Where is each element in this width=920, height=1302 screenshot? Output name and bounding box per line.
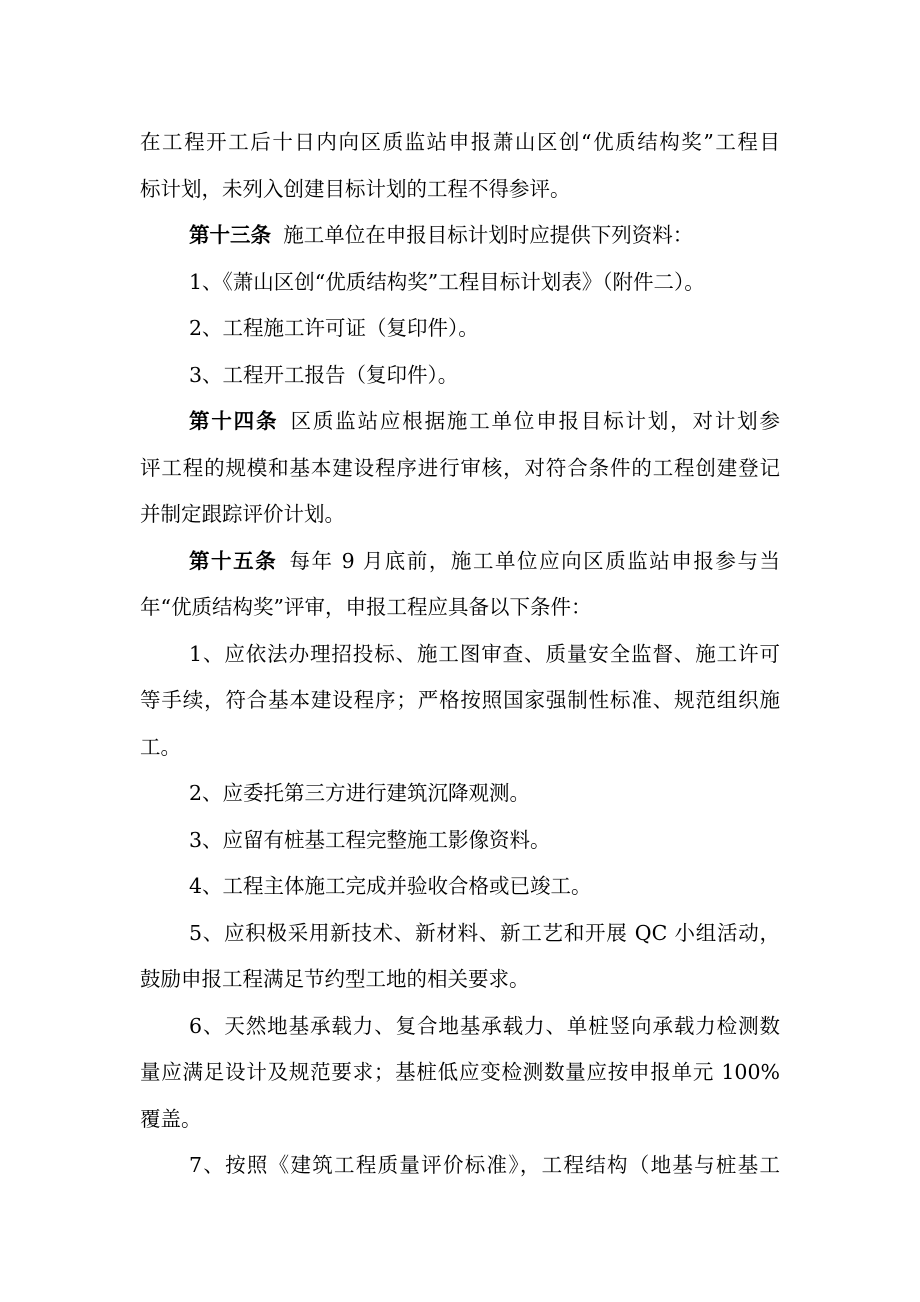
body-line: 评工程的规模和基本建设程序进行审核，对符合条件的工程创建登记	[140, 456, 780, 480]
body-line: 工。	[140, 735, 181, 759]
body-line: 标计划，未列入创建目标计划的工程不得参评。	[140, 177, 571, 201]
article-14-text: 区质监站应根据施工单位申报目标计划，对计划参	[290, 409, 780, 433]
article-15-label: 第十五条	[189, 549, 278, 573]
list-item: 3、工程开工报告（复印件）。	[189, 363, 459, 387]
article-13-line	[189, 220, 780, 250]
body-line: 并制定跟踪评价计划。	[140, 502, 345, 526]
list-item: 3、应留有桩基工程完整施工影像资料。	[189, 828, 551, 852]
list-item: 4、工程主体施工完成并验收合格或已竣工。	[189, 874, 592, 898]
list-item: 2、工程施工许可证（复印件）。	[189, 316, 479, 340]
body-line: 等手续，符合基本建设程序；严格按照国家强制性标准、规范组织施	[140, 688, 780, 712]
article-13-text: 施工单位在申报目标计划时应提供下列资料：	[283, 223, 694, 247]
body-line: 量应满足设计及规范要求；基桩低应变检测数量应按申报单元 100%	[140, 1060, 780, 1084]
body-line: 鼓励申报工程满足节约型工地的相关要求。	[140, 967, 530, 991]
article-15-line	[189, 546, 780, 576]
list-item: 7、按照《建筑工程质量评价标准》，工程结构（地基与桩基工	[189, 1153, 780, 1177]
list-item: 1、应依法办理招投标、施工图审查、质量安全监督、施工许可	[189, 642, 780, 666]
body-line: 年“优质结构奖”评审，申报工程应具备以下条件：	[140, 595, 592, 619]
list-item: 1、《萧山区创“优质结构奖”工程目标计划表》（附件二）。	[189, 270, 705, 294]
list-item: 5、应积极采用新技术、新材料、新工艺和开展 QC 小组活动，	[189, 921, 780, 945]
article-13-label: 第十三条	[189, 223, 271, 247]
body-line: 覆盖。	[140, 1107, 202, 1131]
list-item: 6、天然地基承载力、复合地基承载力、单桩竖向承载力检测数	[189, 1014, 780, 1038]
article-14-label: 第十四条	[189, 409, 279, 433]
list-item: 2、应委托第三方进行建筑沉降观测。	[189, 781, 531, 805]
article-15-text: 每年 9 月底前，施工单位应向区质监站申报参与当	[289, 549, 780, 573]
body-line: 在工程开工后十日内向区质监站申报萧山区创“优质结构奖”工程目	[140, 130, 780, 154]
article-14-line	[189, 406, 780, 436]
